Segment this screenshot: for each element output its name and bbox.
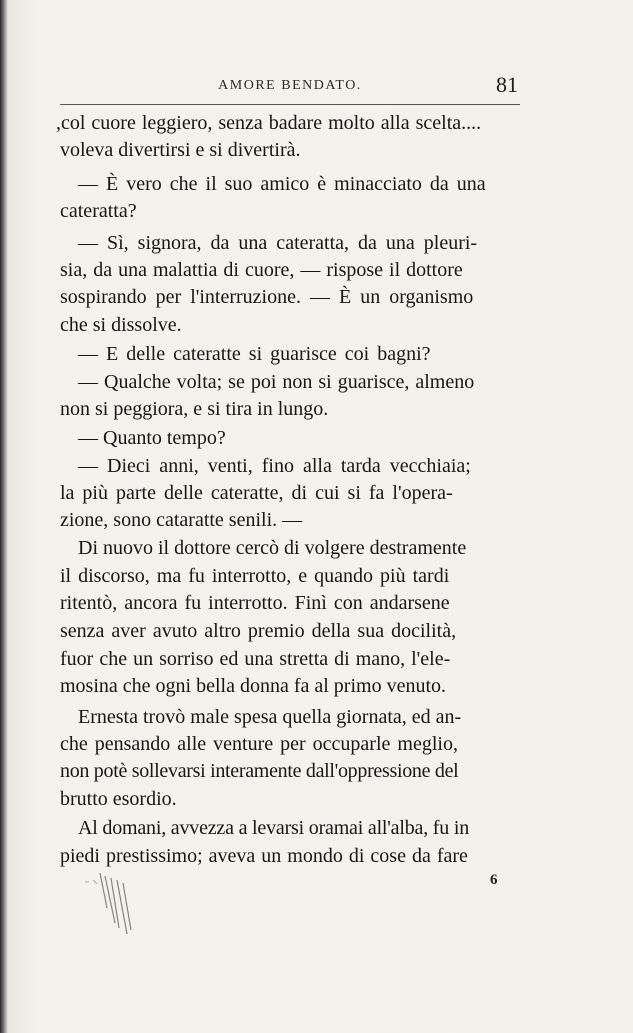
text-line: ritentò, ancora fu interrotto. Finì con andarsene bbox=[60, 592, 450, 614]
text-line: sia, da una malattia di cuore, — rispose il dottore bbox=[60, 259, 463, 281]
text-line: Ernesta trovò male spesa quella giornata, ed an- bbox=[78, 706, 462, 728]
text-line: senza aver avuto altro premio della sua docilità, bbox=[60, 620, 457, 642]
text-line: che pensando alle venture per occuparle meglio, bbox=[60, 733, 458, 755]
ink-smudge bbox=[75, 868, 165, 938]
text-line: non potè sollevarsi interamente dall'oppressione del bbox=[60, 760, 459, 782]
header-rule bbox=[60, 104, 520, 105]
text-line: — Quanto tempo? bbox=[78, 427, 226, 449]
page-number: 81 bbox=[496, 72, 518, 97]
text-line: zione, sono cataratte senili. — bbox=[60, 509, 303, 531]
text-line: ,col cuore leggiero, senza badare molto alla scelta.... bbox=[56, 112, 482, 134]
running-title: AMORE BENDATO. bbox=[218, 78, 362, 93]
text-line: Al domani, avvezza a levarsi oramai all'alba, fu in bbox=[78, 817, 470, 839]
text-line: voleva divertirsi e si divertirà. bbox=[60, 139, 301, 161]
text-line: — È vero che il suo amico è minacciato da una bbox=[78, 173, 486, 195]
text-line: Di nuovo il dottore cercò di volgere destramente bbox=[78, 537, 467, 559]
text-line: cateratta? bbox=[60, 200, 137, 222]
text-line: — E delle cateratte si guarisce coi bagni? bbox=[78, 343, 431, 365]
text-line: brutto esordio. bbox=[60, 788, 177, 810]
text-line: — Dieci anni, venti, fino alla tarda vecchiaia; bbox=[78, 455, 471, 477]
text-line: piedi prestissimo; aveva un mondo di cose da fare bbox=[60, 845, 468, 867]
text-line: — Sì, signora, da una cateratta, da una pleuri- bbox=[78, 232, 478, 254]
text-line: — Qualche volta; se poi non si guarisce, almeno bbox=[78, 371, 475, 393]
running-head bbox=[60, 72, 520, 102]
text-line: sospirando per l'interruzione. — È un organismo bbox=[60, 286, 474, 308]
text-line: che si dissolve. bbox=[60, 314, 182, 336]
signature-mark: 6 bbox=[490, 872, 498, 888]
text-line: la più parte delle cateratte, di cui si fa l'opera- bbox=[60, 482, 453, 504]
text-line: fuor che un sorriso ed una stretta di mano, l'ele- bbox=[60, 648, 451, 670]
text-line: non si peggiora, e si tira in lungo. bbox=[60, 398, 329, 420]
text-line: il discorso, ma fu interrotto, e quando più tardi bbox=[60, 565, 450, 587]
text-line: mosina che ogni bella donna fa al primo venuto. bbox=[60, 675, 447, 697]
